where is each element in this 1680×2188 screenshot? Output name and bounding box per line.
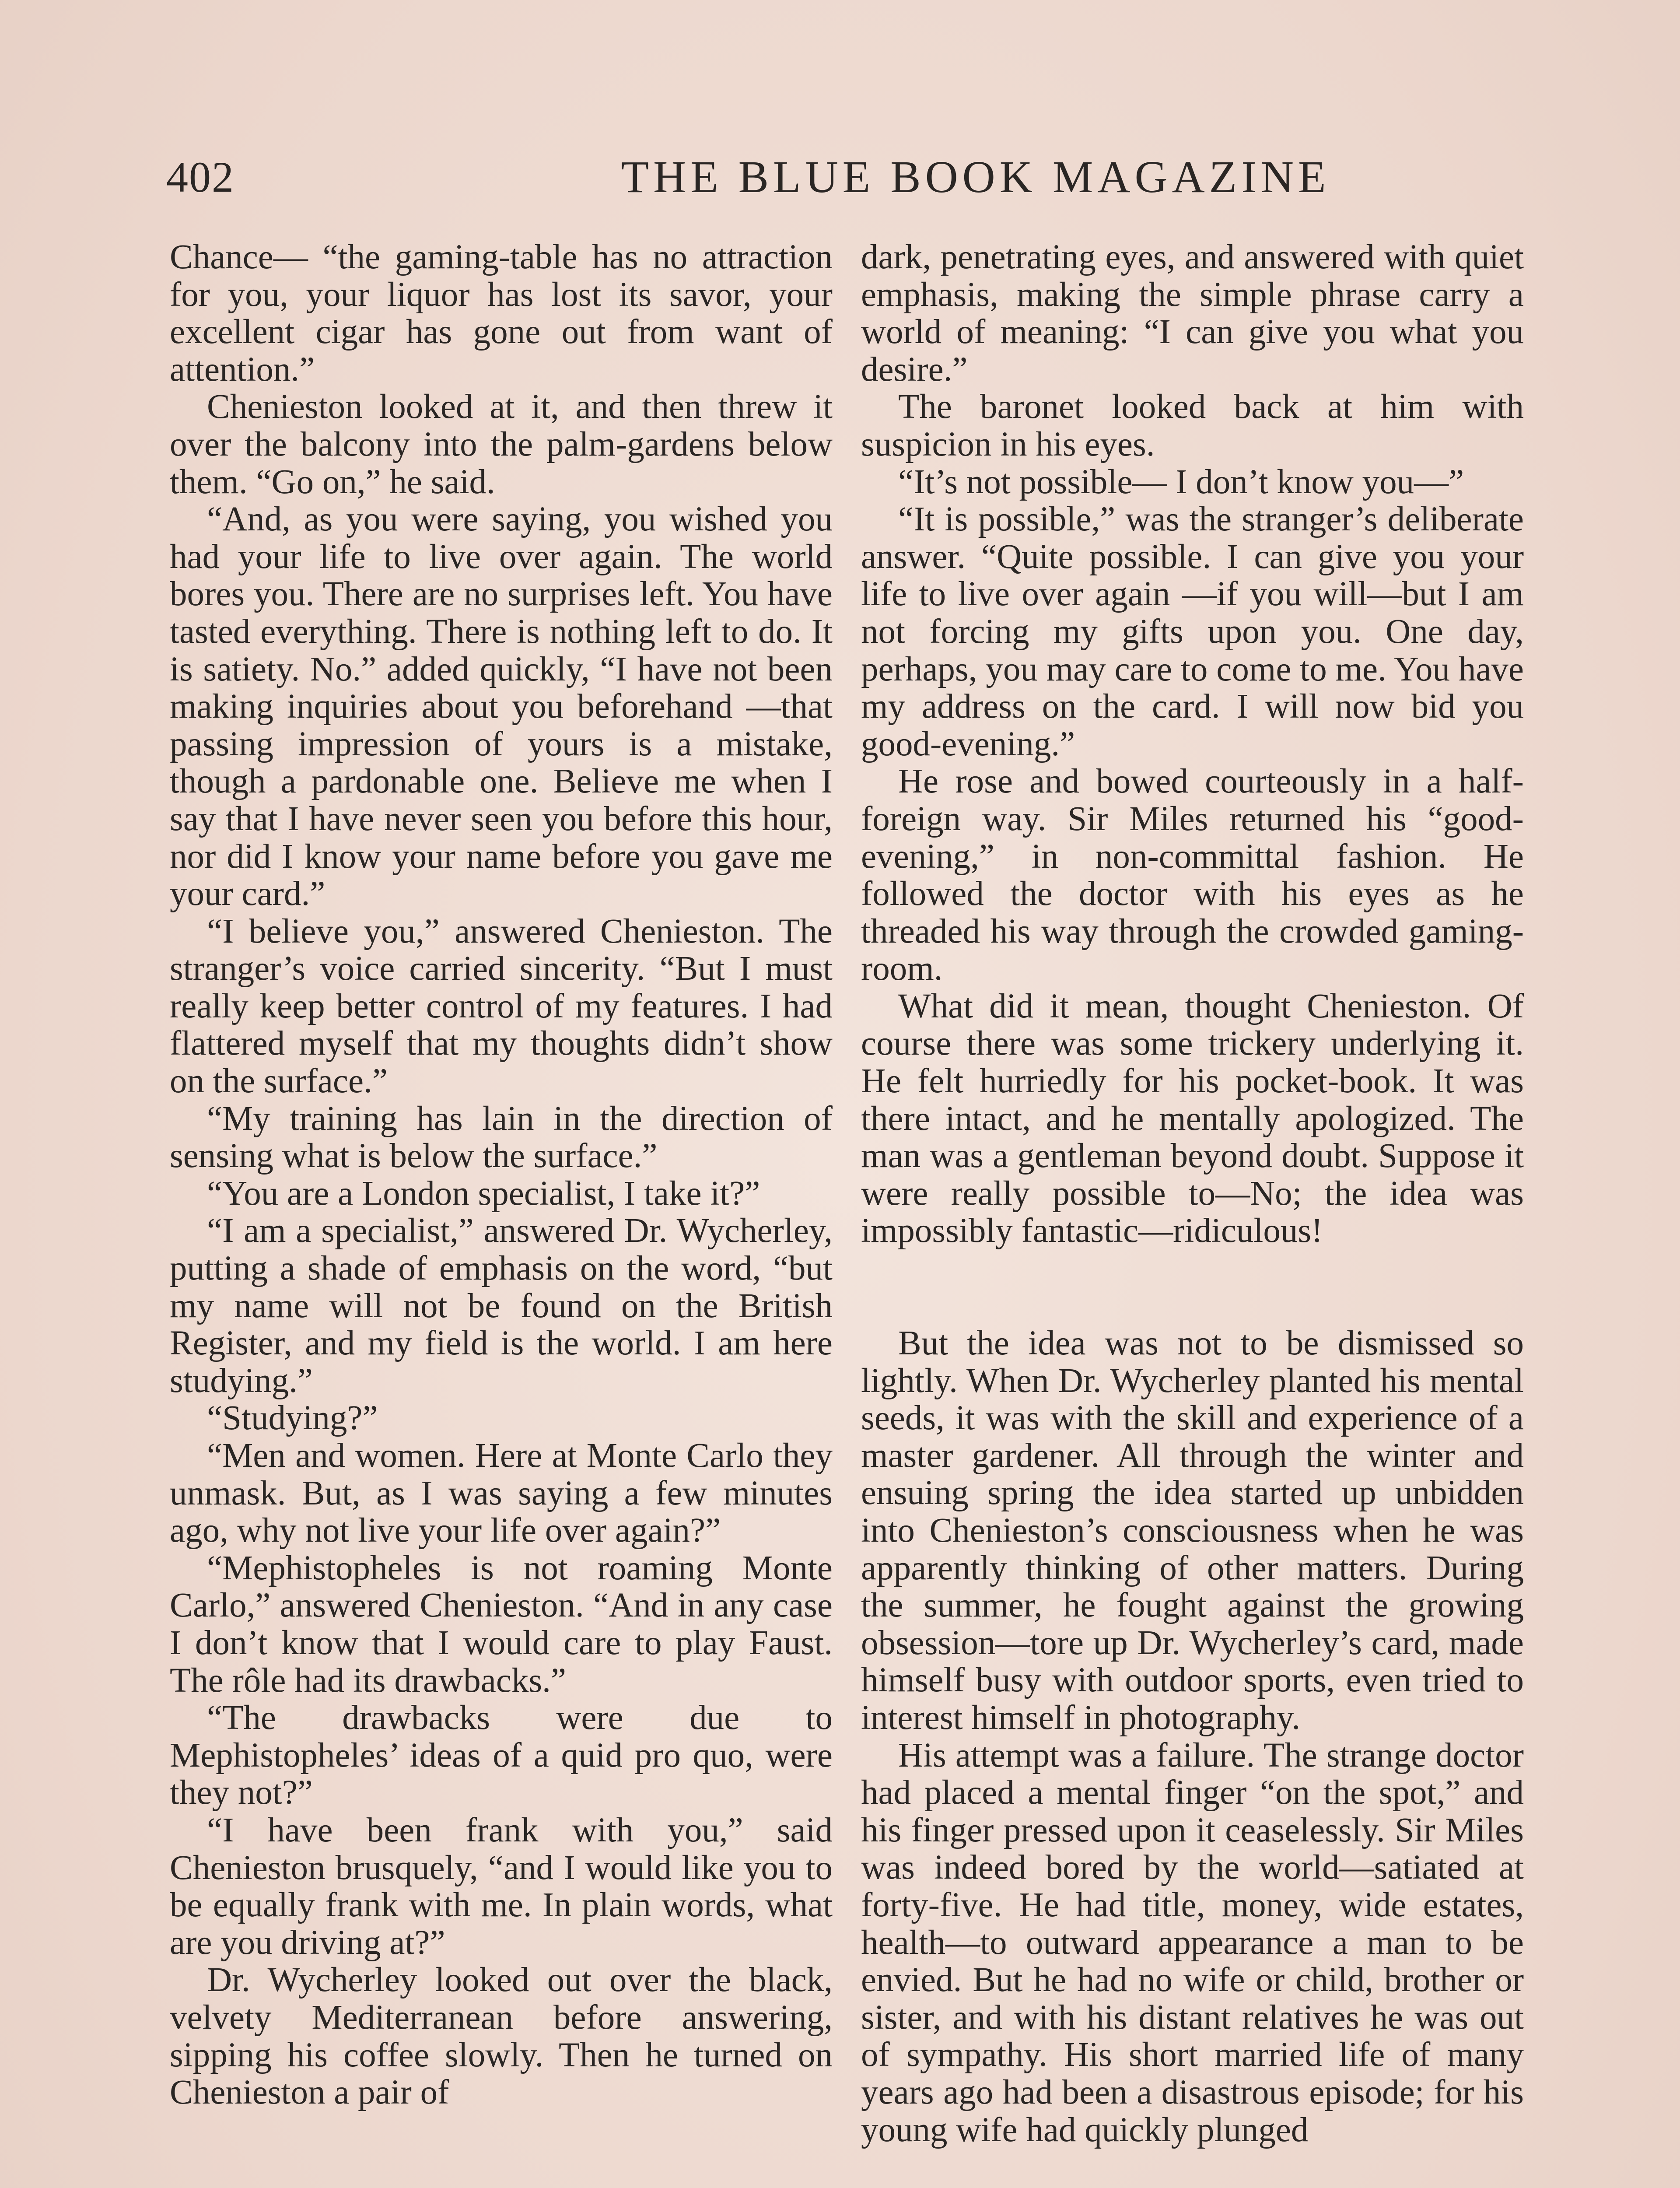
left-text-column [170,238,833,2111]
paragraph: “It is possible,” was the stranger’s deliberate answer. “Quite possible. I can give you your life to live over again —if you will—but I am not forcing my gifts upon you. One day, perhaps, you may care to come to me. You have my address on the card. I will now bid you good-evening.” [861,500,1524,763]
paragraph: “Men and women. Here at Monte Carlo they unmask. But, as I was saying a few minutes ago, why not live your life over again?” [170,1437,833,1550]
paragraph: dark, penetrating eyes, and answered with quiet emphasis, making the simple phrase carry a world of meaning: “I can give you what you desire.” [861,238,1524,389]
paragraph: “You are a London specialist, I take it?” [207,1174,760,1213]
page-header [166,144,1505,210]
page-number: 402 [166,153,234,201]
paragraph: What did it mean, thought Chenieston. Of course there was some trickery underlying it. He felt hurriedly for his pocket-book. It was there intact, and he mentally apologized. The man was a gentleman beyond doubt. Suppose it were really possible to—No; the idea was impossibly fantastic—ridiculous! [861,987,1524,1250]
paragraph: “Studying?” [207,1399,378,1438]
paragraph: “I have been frank with you,” said Chenieston brusquely, “and I would like you to be equally frank with me. In plain words, what are you driving at?” [170,1811,833,1962]
paragraph: Dr. Wycherley looked out over the black, velvety Mediterranean before answering, sipping his coffee slowly. Then he turned on Chenieston a pair of [170,1961,833,2112]
paragraph: “I am a specialist,” answered Dr. Wycherley, putting a shade of emphasis on the word, “but my name will not be found on the British Register, and my field is the world. I am here studying.” [170,1212,833,1400]
paragraph: Chenieston looked at it, and then threw it over the balcony into the palm-gardens below them. “Go on,” he said. [170,388,833,501]
paragraph: He rose and bowed courteously in a half-foreign way. Sir Miles returned his “good-evening,” in non-committal fashion. He followed the doctor with his eyes as he threaded his way through the crowded gaming-room. [861,762,1524,988]
paragraph: “The drawbacks were due to Mephistopheles’ ideas of a quid pro quo, were they not?” [170,1699,833,1812]
magazine-title: THE BLUE BOOK MAGAZINE [621,152,1330,202]
paragraph: “Mephistopheles is not roaming Monte Carlo,” answered Chenieston. “And in any case I don’t know that I would care to play Faust. The rôle had its drawbacks.” [170,1549,833,1700]
paragraph: Chance— “the gaming-table has no attraction for you, your liquor has lost its savor, your excellent cigar has gone out from want of attention.” [170,238,833,389]
paragraph: But the idea was not to be dismissed so lightly. When Dr. Wycherley planted his mental seeds, it was with the skill and experience of a master gardener. All through the winter and ensuing spring the idea started up unbidden into Chenieston’s consciousness when he was apparently thinking of other matters. During the summer, he fought against the growing obsession—tore up Dr. Wycherley’s card, made himself busy with outdoor sports, even tried to interest himself in photography. [861,1324,1524,1737]
paragraph: The baronet looked back at him with suspicion in his eyes. [861,388,1524,463]
right-text-column [861,238,1524,2149]
paragraph: “I believe you,” answered Chenieston. The stranger’s voice carried sincerity. “But I must really keep better control of my features. I had flattered myself that my thoughts didn’t show on the surface.” [170,912,833,1101]
paragraph: “It’s not possible— I don’t know you—” [898,463,1464,501]
paragraph: His attempt was a failure. The strange doctor had placed a mental finger “on the spot,” and his finger pressed upon it ceaselessly. Sir Miles was indeed bored by the world—satiated at forty-five. He had title, money, wide estates, health—to outward appearance a man to be envied. But he had no wife or child, brother or sister, and with his distant relatives he was out of sympathy. His short married life of many years ago had been a disastrous episode; for his young wife had quickly plunged [861,1736,1524,2149]
paragraph: “And, as you were saying, you wished you had your life to live over again. The world bores you. There are no surprises left. You have tasted everything. There is nothing left to do. It is satiety. No.” added quickly, “I have not been making inquiries about you beforehand —that passing impression of yours is a mistake, though a pardonable one. Believe me when I say that I have never seen you before this hour, nor did I know your name before you gave me your card.” [170,500,833,913]
paragraph: “My training has lain in the direction of sensing what is below the surface.” [170,1099,833,1175]
